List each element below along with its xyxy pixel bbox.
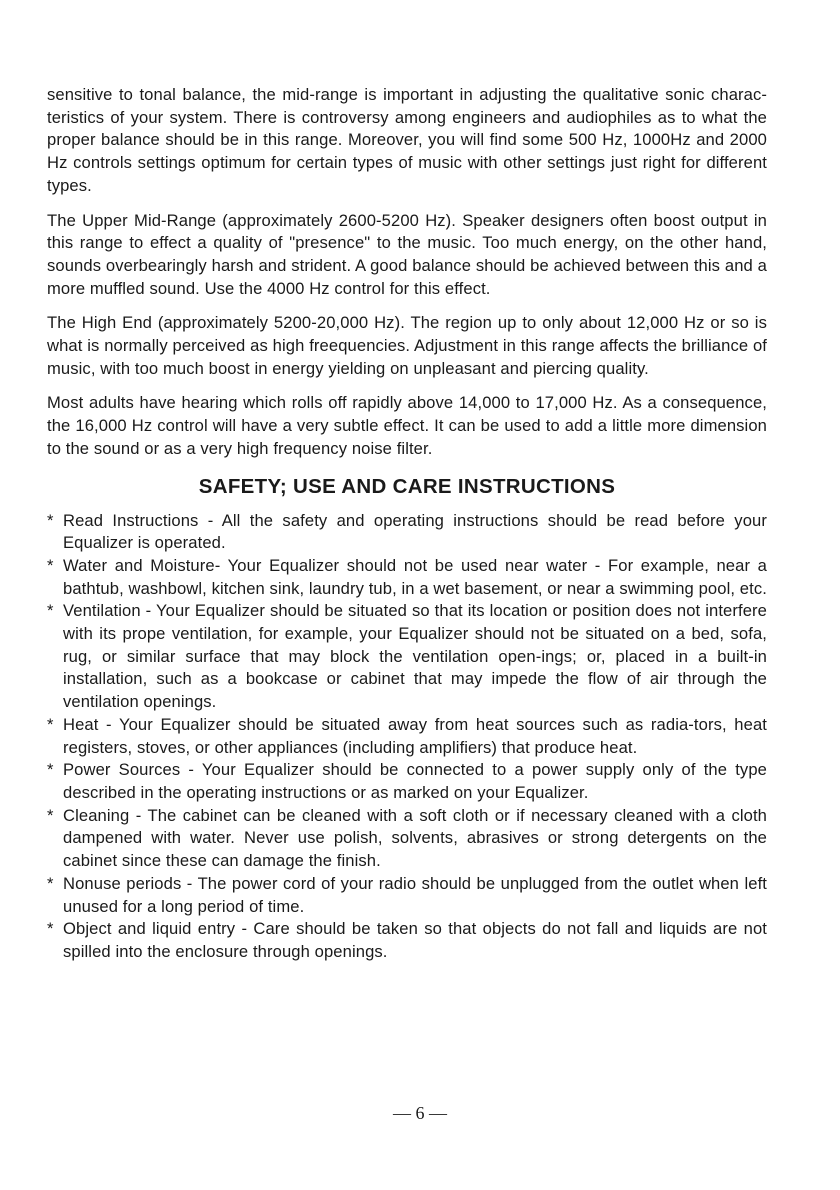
bullet-asterisk: * (47, 919, 54, 939)
list-item-text: Object and liquid entry - Care should be taken so that objects do not fall and liquids are not spilled into the enclosure through openings. (63, 919, 767, 961)
list-item-text: Ventilation - Your Equalizer should be situated so that its location or position does not interfere with its prope ventilation, for example, your Equalizer should not be situated on a bed, sofa, rug, or similar surface that may block the ventilation open-ings; or, placed in a built-in installation, such as a bookcase or cabinet that may impede the flow of air through the ventilation openings. (63, 601, 767, 712)
paragraph-high-end: The High End (approximately 5200-20,000 Hz). The region up to only about 12,000 Hz or so is what is normally perceived as high freequencies. Adjustment in this range affects the brilliance of music, with too much boost in energy yielding on unpleasant and piercing quality. (47, 313, 767, 378)
bullet-asterisk: * (47, 873, 54, 893)
paragraph-hearing-rolloff: Most adults have hearing which rolls off rapidly above 14,000 to 17,000 Hz. As a consequence, the 16,000 Hz control will have a very subtle effect. It can be used to add a little more dimension to the sound or as a very high frequency noise filter. (47, 393, 767, 458)
list-item-text: Power Sources - Your Equalizer should be connected to a power supply only of the type described in the operating instructions or as marked on your Equalizer. (63, 760, 767, 802)
list-item-text: Nonuse periods - The power cord of your radio should be unplugged from the outlet when left unused for a long period of time. (63, 873, 767, 916)
list-item (47, 918, 767, 963)
list-item (47, 600, 767, 714)
list-item (47, 805, 767, 873)
list-item-text: Water and Moisture- Your Equalizer should not be used near water - For example, near a bathtub, washbowl, kitchen sink, laundry tub, in a wet basement, or near a swimming pool, etc. (63, 555, 767, 598)
list-item-text: Read Instructions - All the safety and operating instructions should be read before your Equalizer is operated. (63, 510, 767, 553)
list-item (47, 714, 767, 759)
safety-instructions-list (47, 510, 767, 964)
bullet-asterisk: * (47, 555, 54, 575)
paragraph-mid-range: sensitive to tonal balance, the mid-range is important in adjusting the qualitative sonic charac-teristics of your system. There is controversy among engineers and audiophiles as to what the proper balance should be in this range. Moreover, you will find some 500 Hz, 1000Hz and 2000 Hz controls settings optimum for certain types of music with other settings just right for different types. (47, 85, 767, 195)
page-number: — 6 — (393, 1103, 447, 1123)
list-item-text: Cleaning - The cabinet can be cleaned with a soft cloth or if necessary cleaned with a cloth dampened with water. Never use polish, solvents, abrasives or strong detergents on the cabinet since these can damage the finish. (63, 805, 767, 871)
list-item-text: Heat - Your Equalizer should be situated away from heat sources such as radia-tors, heat registers, stoves, or other appliances (including amplifiers) that produce heat. (63, 714, 767, 757)
paragraph-upper-mid-range: The Upper Mid-Range (approximately 2600-5200 Hz). Speaker designers often boost output in this range to effect a quality of "presence" to the music. Too much energy, on the other hand, sounds overbearingly harsh and strident. A good balance should be achieved between this and a more muffled sound. Use the 4000 Hz control for this effect. (47, 210, 767, 298)
list-item (47, 759, 767, 804)
bullet-asterisk: * (47, 601, 54, 621)
safety-heading: SAFETY; USE AND CARE INSTRUCTIONS (198, 474, 616, 498)
bullet-asterisk: * (47, 805, 54, 825)
list-item (47, 873, 767, 918)
bullet-asterisk: * (47, 714, 54, 734)
bullet-asterisk: * (47, 510, 54, 530)
document-page (47, 84, 767, 964)
list-item (47, 555, 767, 600)
bullet-asterisk: * (47, 760, 54, 780)
list-item (47, 510, 767, 555)
